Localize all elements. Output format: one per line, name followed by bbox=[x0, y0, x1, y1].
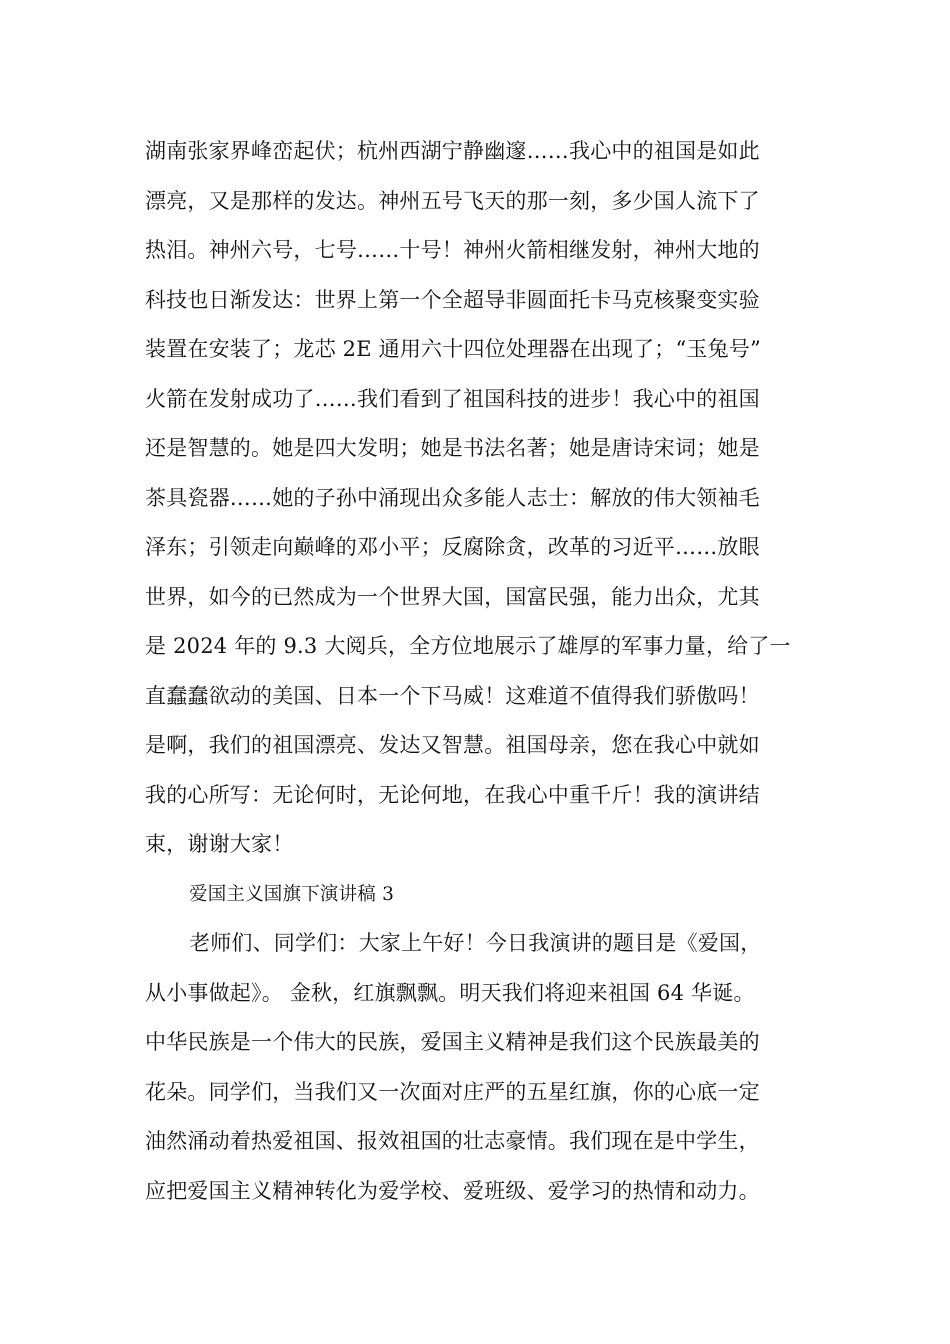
text-line: 热泪。神州六号，七号……十号！神州火箭相继发射，神州大地的 bbox=[145, 238, 760, 262]
text-line: 漂亮，又是那样的发达。神州五号飞天的那一刻，多少国人流下了 bbox=[145, 188, 760, 213]
text-line: 茶具瓷器……她的子孙中涌现出众多能人志士：解放的伟大领袖毛 bbox=[145, 485, 760, 510]
text-line: 湖南张家界峰峦起伏；杭州西湖宁静幽邃……我心中的祖国是如此 bbox=[145, 139, 760, 163]
text-line: 世界，如今的已然成为一个世界大国，国富民强，能力出众，尤其 bbox=[145, 584, 760, 609]
text-line: 花朵。同学们，当我们又一次面对庄严的五星红旗，你的心底一定 bbox=[145, 1079, 760, 1104]
text-line: 束，谢谢大家！ bbox=[145, 832, 294, 856]
text-line: 老师们、同学们：大家上午好！今日我演讲的题目是《爱国， bbox=[189, 931, 762, 955]
text-line: 是啊，我们的祖国漂亮、发达又智慧。祖国母亲，您在我心中就如 bbox=[145, 733, 760, 757]
text-line: 中华民族是一个伟大的民族，爱国主义精神是我们这个民族最美的 bbox=[145, 1030, 760, 1054]
section-heading: 爱国主义国旗下演讲稿 3 bbox=[189, 883, 395, 905]
text-line: 是 2024 年的 9.3 大阅兵，全方位地展示了雄厚的军事力量，给了一 bbox=[145, 634, 791, 658]
text-line: 科技也日渐发达：世界上第一个全超导非圆面托卡马克核聚变实验 bbox=[145, 287, 760, 312]
text-line: 泽东；引领走向巅峰的邓小平；反腐除贪，改革的习近平……放眼 bbox=[145, 535, 760, 559]
text-line: 应把爱国主义精神转化为爱学校、爱班级、爱学习的热情和动力。 bbox=[145, 1178, 760, 1203]
text-line: 直蠢蠢欲动的美国、日本一个下马威！这难道不值得我们骄傲吗！ bbox=[145, 683, 760, 708]
text-line: 火箭在发射成功了……我们看到了祖国科技的进步！我心中的祖国 bbox=[145, 386, 760, 411]
document-body bbox=[145, 127, 815, 1216]
text-line: 从小事做起》。 金秋，红旗飘飘。明天我们将迎来祖国 64 华诞。 bbox=[145, 980, 755, 1005]
text-line: 还是智慧的。她是四大发明；她是书法名著；她是唐诗宋词；她是 bbox=[145, 436, 760, 460]
text-line: 我的心所写：无论何时，无论何地，在我心中重千斤！我的演讲结 bbox=[145, 782, 760, 807]
text-line: 装置在安装了；龙芯 2E 通用六十四位处理器在出现了；“玉兔号” bbox=[145, 337, 761, 361]
text-line: 油然涌动着热爱祖国、报效祖国的壮志豪情。我们现在是中学生， bbox=[145, 1129, 760, 1153]
